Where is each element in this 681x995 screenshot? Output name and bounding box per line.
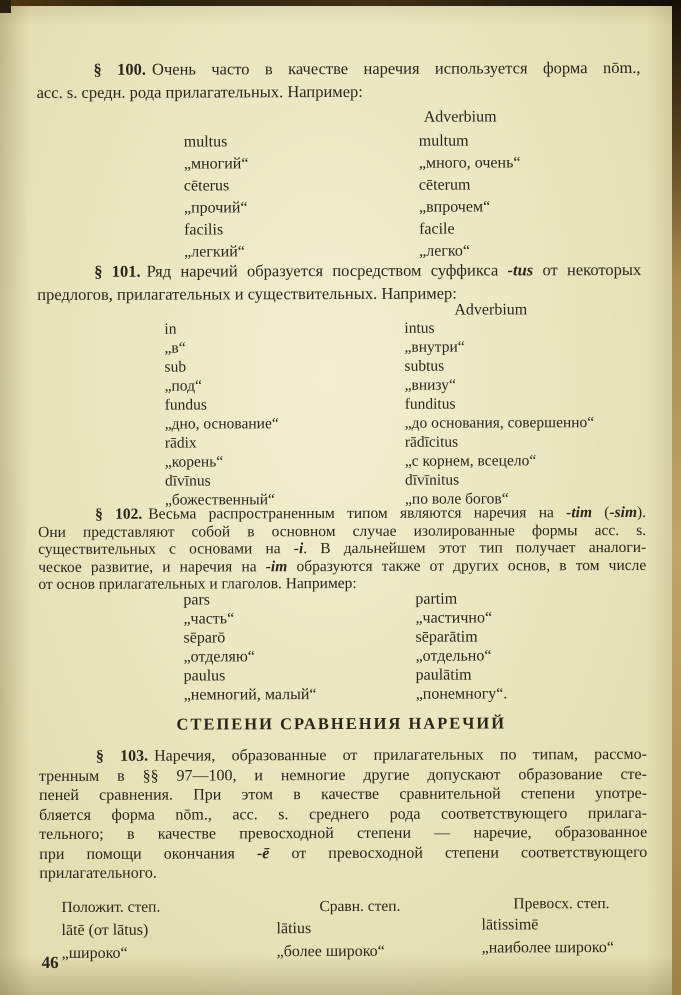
latin-word: funditus xyxy=(404,395,456,413)
chapter-heading: СТЕПЕНИ СРАВНЕНИЯ НАРЕЧИЙ xyxy=(176,713,507,734)
paragraph-line: acc. s. средн. рода прилагательных. Например: xyxy=(36,81,363,103)
latin-word: multus xyxy=(183,133,228,151)
latin-word: lātissimē xyxy=(481,916,539,934)
section-number: § 100. xyxy=(93,59,147,79)
latin-word: sēparātim xyxy=(415,628,478,646)
russian-gloss: „впрочем“ xyxy=(418,197,491,216)
paragraph-text: . В дальнейшем этот тип получает аналоги- xyxy=(303,539,647,558)
word-list-100 xyxy=(0,130,649,264)
paragraph-line xyxy=(39,842,647,864)
word-pair xyxy=(165,394,650,434)
russian-gloss: „корень“ xyxy=(164,453,224,471)
latin-suffix: -tus xyxy=(507,260,534,280)
paragraph-100 xyxy=(36,56,640,104)
russian-gloss: „многий“ xyxy=(183,154,249,173)
paragraph-text: от превосходной степени соответствующего xyxy=(269,843,648,862)
pair-right xyxy=(405,356,650,395)
russian-gloss: „внутри“ xyxy=(404,338,465,356)
degree-header-comparative: Сравн. степ. xyxy=(319,897,401,916)
latin-word: paulātim xyxy=(415,666,472,684)
latin-word: rādix xyxy=(164,434,197,452)
word-pair xyxy=(184,130,649,175)
pair-left xyxy=(165,357,405,396)
word-pair xyxy=(165,432,650,472)
pair-left xyxy=(183,629,415,667)
pair-right xyxy=(405,470,650,509)
russian-gloss: „наиболее широко“ xyxy=(481,938,614,957)
russian-gloss: „понемногу“. xyxy=(415,684,508,703)
paragraph-102 xyxy=(38,504,646,594)
paragraph-text: Весьма распространенным типом являются наречия на xyxy=(148,504,567,523)
russian-gloss: „часть“ xyxy=(183,609,235,628)
page-right-edge xyxy=(672,0,681,995)
pair-right xyxy=(404,318,649,357)
word-pair xyxy=(183,590,650,629)
russian-gloss: „по воле богов“ xyxy=(404,490,509,508)
pair-right xyxy=(419,218,649,262)
pair-right xyxy=(416,666,651,704)
latin-suffix: -im xyxy=(265,557,288,576)
latin-word: rādīcitus xyxy=(404,433,459,451)
paragraph-line xyxy=(38,557,646,577)
russian-gloss: „легкий“ xyxy=(184,242,245,261)
latin-word: facile xyxy=(419,220,455,238)
pair-left xyxy=(165,395,405,434)
paragraph-line: предлогов, прилагательных и существительных. Например: xyxy=(37,283,457,305)
paragraph-line: от основ прилагательных и глаголов. Например: xyxy=(38,575,357,594)
degree-cell-comparative xyxy=(276,918,384,963)
word-pair xyxy=(164,318,649,358)
paragraph-line: прилагательного. xyxy=(39,864,157,883)
pair-right xyxy=(405,432,650,471)
pair-left xyxy=(165,471,405,510)
paragraph-text: существительных с основами на xyxy=(38,540,294,559)
pair-left xyxy=(184,667,416,705)
russian-gloss: „прочий“ xyxy=(183,198,248,217)
page-corner-shadow xyxy=(0,0,11,13)
word-list-102 xyxy=(0,590,650,706)
paragraph-line xyxy=(36,56,640,81)
latin-word: lātius xyxy=(276,920,312,938)
latin-word: lātē (от lātus) xyxy=(61,921,149,939)
paragraph-text: от некоторых xyxy=(533,259,642,280)
paragraph-line xyxy=(37,258,641,283)
word-pair xyxy=(183,628,650,667)
paragraph-line: тельного; в качестве превосходной степени — наречие, образованное xyxy=(39,823,648,844)
pair-right xyxy=(415,590,650,628)
russian-gloss: „внизу“ xyxy=(404,376,456,394)
pair-left xyxy=(183,591,415,629)
paragraph-line xyxy=(38,539,646,559)
paragraph-text: ( xyxy=(591,504,610,522)
latin-word: sēparō xyxy=(183,629,226,647)
paragraph-line xyxy=(39,745,647,767)
russian-gloss: „в“ xyxy=(164,339,186,357)
latin-word: dīvīnus xyxy=(164,472,211,490)
paragraph-line: бляется форма nōm., acc. s. среднего рода соответствующего прилага- xyxy=(39,804,648,824)
russian-gloss: „более широко“ xyxy=(276,942,385,960)
section-number: § 102. xyxy=(95,505,143,523)
paragraph-103 xyxy=(39,745,647,884)
latin-word: fundus xyxy=(164,396,207,414)
page-top-edge xyxy=(0,0,681,6)
adverbium-label: Adverbium xyxy=(454,301,528,319)
russian-gloss: „отделяю“ xyxy=(183,647,255,666)
word-pair xyxy=(184,666,651,705)
latin-word: cēterum xyxy=(418,176,471,194)
paragraph-text: при помощи окончания xyxy=(39,844,257,863)
russian-gloss: „частично“ xyxy=(415,608,493,627)
latin-suffix: -ē xyxy=(256,844,270,862)
paragraph-text: Наречия, образованные от прилагательных по типам, рассмо- xyxy=(154,745,647,765)
russian-gloss: „широко“ xyxy=(61,944,128,962)
paragraph-line: пеней сравнения. При этом в качестве сравнительной степени употре- xyxy=(39,784,648,805)
paragraph-line: Они представляют собой в основном случае изолированные формы acc. s. xyxy=(38,521,647,541)
russian-gloss: „легко“ xyxy=(419,242,470,260)
pair-right xyxy=(419,130,649,174)
word-pair xyxy=(184,218,649,263)
russian-gloss: „божественный“ xyxy=(164,491,275,509)
latin-word: dīvīnitus xyxy=(404,471,460,489)
latin-word: pars xyxy=(183,591,211,609)
russian-gloss: „с корнем, всецело“ xyxy=(404,452,537,470)
word-pair xyxy=(165,356,650,396)
russian-gloss: „под“ xyxy=(164,377,202,395)
russian-gloss: „отдельно“ xyxy=(415,646,492,665)
pair-right xyxy=(419,174,649,218)
pair-left xyxy=(164,319,404,358)
section-number: § 101. xyxy=(94,261,141,281)
latin-word: multum xyxy=(418,132,469,150)
paragraph-text: Ряд наречий образуется посредством суффикса xyxy=(146,260,508,281)
latin-word: subtus xyxy=(404,357,445,375)
latin-suffix: -tim xyxy=(566,504,593,522)
pair-left xyxy=(184,175,419,219)
paragraph-text: ). xyxy=(636,503,647,521)
russian-gloss: „дно, основание“ xyxy=(164,415,279,433)
latin-suffix: -sim xyxy=(609,503,638,522)
adverbium-label: Adverbium xyxy=(423,108,497,126)
pair-left xyxy=(184,131,419,175)
word-list-101 xyxy=(0,318,650,510)
paragraph-101 xyxy=(37,258,641,306)
paragraph-text: образуются также от других основ, в том числе xyxy=(287,556,647,575)
section-number: § 103. xyxy=(95,747,149,765)
latin-word: paulus xyxy=(183,667,226,685)
degree-cell-superlative xyxy=(481,914,614,959)
word-pair xyxy=(184,174,649,219)
degree-cell-positive xyxy=(61,920,148,965)
pair-left xyxy=(165,433,405,472)
latin-suffix: -i xyxy=(293,540,304,558)
russian-gloss: „много, очень“ xyxy=(418,153,521,172)
paragraph-line: тренным в §§ 97—100, и немногие другие допускают образование сте- xyxy=(38,765,647,785)
paragraph-text: ческое развитие, и наречия на xyxy=(38,558,266,576)
latin-word: intus xyxy=(404,319,435,337)
latin-word: facilis xyxy=(184,221,224,239)
paragraph-text: Очень часто в качестве наречия используется форма nōm., xyxy=(152,57,641,79)
page-number: 46 xyxy=(41,952,59,973)
latin-word: cēterus xyxy=(183,177,230,195)
latin-word: in xyxy=(164,320,177,338)
latin-word: partim xyxy=(415,590,458,608)
pair-left xyxy=(184,219,419,263)
degree-header-superlative: Превосх. степ. xyxy=(513,895,610,913)
pair-right xyxy=(415,628,650,666)
paragraph-line xyxy=(38,504,646,524)
latin-word: sub xyxy=(164,358,187,376)
russian-gloss: „немногий, малый“ xyxy=(183,685,317,704)
russian-gloss: „до основания, совершенно“ xyxy=(404,414,595,432)
degree-header-positive: Положит. степ. xyxy=(61,898,161,916)
pair-right xyxy=(405,394,650,433)
